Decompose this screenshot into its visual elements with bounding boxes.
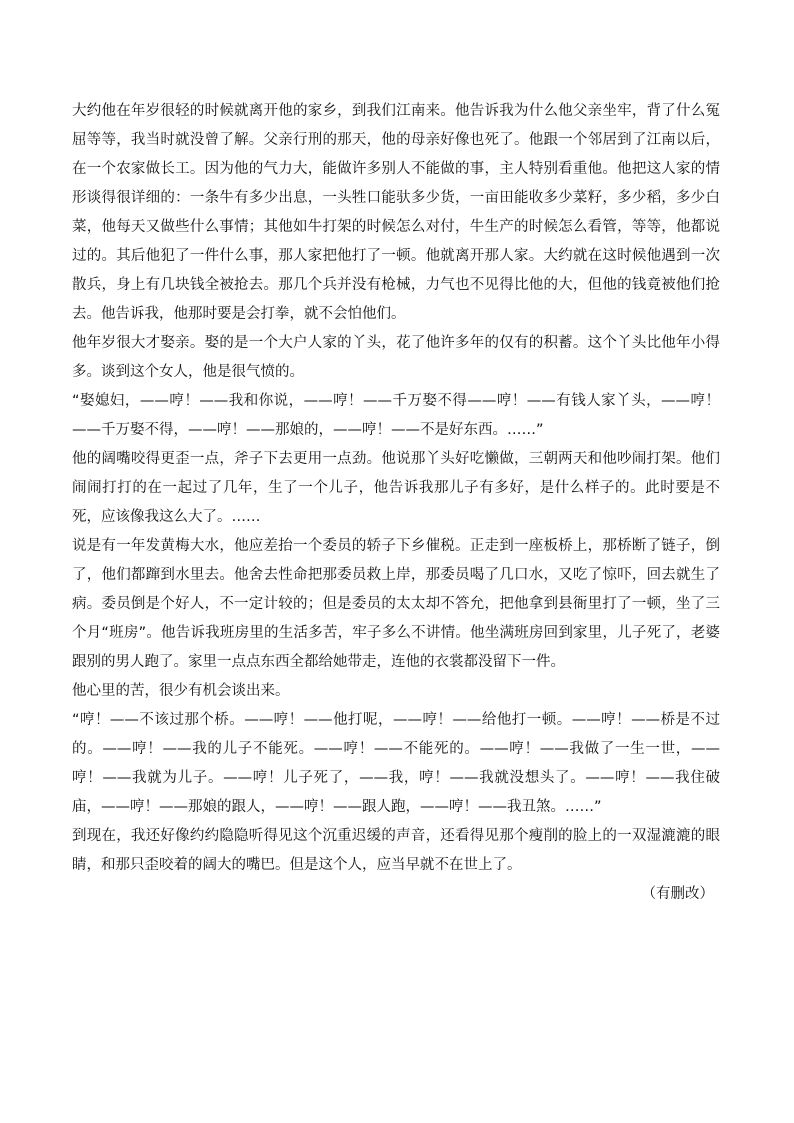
document-body — [72, 97, 720, 909]
source-note: （有删改） — [641, 886, 714, 902]
paragraph-5: 说是有一年发黄梅大水，他应差抬一个委员的轿子下乡催税。正走到一座板桥上，那桥断了链子，倒了，他们都蹿到水里去。他舍去性命把那委员救上岸，那委员喝了几口水，又吃了惊吓，回去就生了病。委员倒是个好人，不一定计较的；但是委员的太太却不答允，把他拿到县衙里打了一顿，坐了三个月“班房”。他告诉我班房里的生活多苦，牢子多么不讲情。他坐满班房回到家里，儿子死了，老婆跟别的男人跑了。家里一点点东西全都给她带走，连他的衣裳都没留下一件。 — [72, 538, 720, 670]
paragraph-4: 他的阔嘴咬得更歪一点，斧子下去更用一点劲。他说那丫头好吃懒做，三朝两天和他吵闹打架。他们闹闹打打的在一起过了几年，生了一个儿子，他告诉我那儿子有多好，是什么样子的。此时要是不死，应该像我这么大了。…… — [72, 451, 720, 525]
paragraph-3: “娶媳妇，——哼！——我和你说，——哼！——千万娶不得——哼！——有钱人家丫头，——哼！——千万娶不得，——哼！——那娘的，——哼！——不是好东西。……” — [72, 393, 720, 438]
paragraph-1: 大约他在年岁很轻的时候就离开他的家乡，到我们江南来。他告诉我为什么他父亲坐牢，背了什么冤屈等等，我当时就没曾了解。父亲行刑的那天，他的母亲好像也死了。他跟一个邻居到了江南以后，在一个农家做长工。因为他的气力大，能做许多别人不能做的事，主人特别看重他。他把这人家的情形谈得很详细的：一条牛有多少出息，一头牲口能驮多少货，一亩田能收多少菜籽，多少稻，多少白菜，他每天又做些什么事情；其他如牛打架的时候怎么对付，牛生产的时候怎么看管，等等，他都说过的。其后他犯了一件什么事，那人家把他打了一顿。他就离开那人家。大约就在这时候他遇到一次散兵，身上有几块钱全被抢去。那几个兵并没有枪械，力气也不见得比他的大，但他的钱竟被他们抢去。他告诉我，他那时要是会打拳，就不会怕他们。 — [72, 103, 720, 322]
paragraph-6: 他心里的苦，很少有机会谈出来。 — [72, 683, 290, 699]
paragraph-7: “哼！——不该过那个桥。——哼！——他打呢，——哼！——给他打一顿。——哼！——桥是不过的。——哼！——我的儿子不能死。——哼！——不能死的。——哼！——我做了一生一世，——哼！——我就为儿子。——哼！儿子死了，——我，哼！——我就没想头了。——哼！——我住破庙，——哼！——那娘的跟人，——哼！——跟人跑，——哼！——我丑煞。……” — [72, 712, 720, 815]
paragraph-8: 到现在，我还好像约约隐隐听得见这个沉重迟缓的声音，还看得见那个瘦削的脸上的一双湿漉漉的眼睛，和那只歪咬着的阔大的嘴巴。但是这个人，应当早就不在世上了。 — [72, 828, 720, 873]
paragraph-2: 他年岁很大才娶亲。娶的是一个大户人家的丫头，花了他许多年的仅有的积蓄。这个丫头比他年小得多。谈到这个女人，他是很气愤的。 — [72, 335, 720, 380]
